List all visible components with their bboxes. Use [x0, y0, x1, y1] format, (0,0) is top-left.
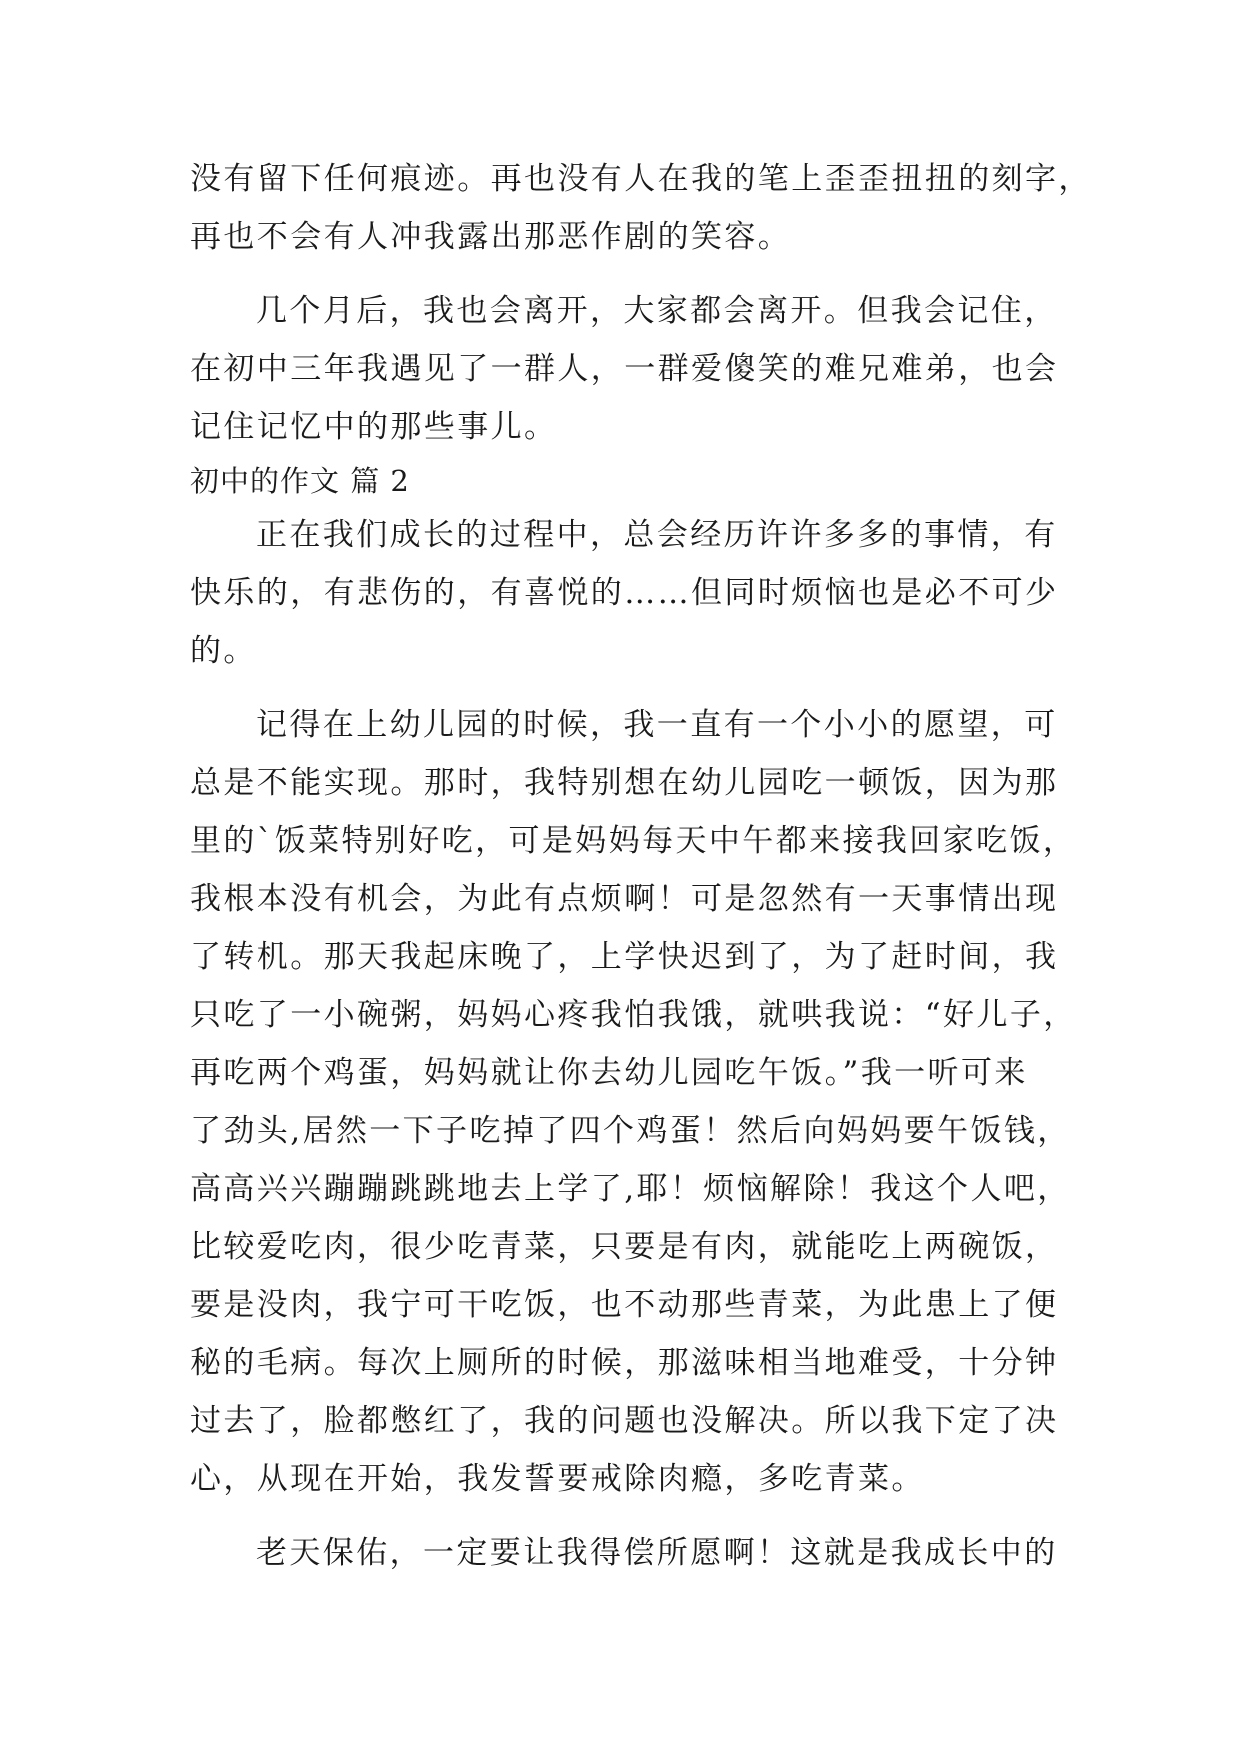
- paragraph: [190, 282, 1070, 456]
- paragraph: [190, 696, 1077, 1508]
- text-line: 记得在上幼儿园的时候，我一直有一个小小的愿望，可: [256, 707, 1058, 743]
- paragraph: [190, 150, 1092, 266]
- text-line: 总是不能实现。那时，我特别想在幼儿园吃一顿饭，因为那: [190, 765, 1059, 801]
- text-line: 要是没肉，我宁可干吃饭，也不动那些青菜，为此患上了便: [190, 1287, 1059, 1323]
- text-line: 里的`饭菜特别好吃，可是妈妈每天中午都来接我回家吃饭，: [190, 823, 1077, 859]
- text-line: 在初中三年我遇见了一群人，一群爱傻笑的难兄难弟，也会: [190, 351, 1059, 387]
- text-line: 过去了，脸都憋红了，我的问题也没解决。所以我下定了决: [190, 1403, 1059, 1439]
- text-line: 的。: [190, 633, 257, 669]
- paragraph-gap: [190, 1508, 1070, 1524]
- text-line: 快乐的，有悲伤的，有喜悦的……但同时烦恼也是必不可少: [190, 575, 1059, 611]
- text-line: 秘的毛病。每次上厕所的时候，那滋味相当地难受，十分钟: [190, 1345, 1059, 1381]
- text-line: 没有留下任何痕迹。再也没有人在我的笔上歪歪扭扭的刻字，: [190, 161, 1092, 197]
- paragraph: [190, 1524, 1070, 1582]
- paragraph: [190, 506, 1070, 680]
- text-line: 记住记忆中的那些事儿。: [190, 409, 558, 445]
- paragraph-gap: [190, 266, 1070, 282]
- text-line: 了转机。那天我起床晚了，上学快迟到了，为了赶时间，我: [190, 939, 1059, 975]
- section-title: 初中的作文 篇 2: [190, 464, 410, 498]
- text-line: 只吃了一小碗粥，妈妈心疼我怕我饿，就哄我说：“好儿子，: [190, 997, 1077, 1033]
- text-line: 再也不会有人冲我露出那恶作剧的笑容。: [190, 219, 792, 255]
- text-line: 心，从现在开始，我发誓要戒除肉瘾，多吃青菜。: [190, 1461, 925, 1497]
- text-line: 老天保佑，一定要让我得偿所愿啊！这就是我成长中的: [256, 1535, 1058, 1571]
- text-line: 几个月后，我也会离开，大家都会离开。但我会记住，: [256, 293, 1058, 329]
- text-line: 再吃两个鸡蛋，妈妈就让你去幼儿园吃午饭。”我一听可来: [190, 1055, 1028, 1091]
- text-line: 了劲头,居然一下子吃掉了四个鸡蛋！然后向妈妈要午饭钱，: [190, 1113, 1071, 1149]
- text-line: 比较爱吃肉，很少吃青菜，只要是有肉，就能吃上两碗饭，: [190, 1229, 1059, 1265]
- text-line: 正在我们成长的过程中，总会经历许许多多的事情，有: [256, 517, 1058, 553]
- text-line: 我根本没有机会，为此有点烦啊！可是忽然有一天事情出现: [190, 881, 1059, 917]
- paragraph-gap: [190, 680, 1070, 696]
- text-line: 高高兴兴蹦蹦跳跳地去上学了,耶！烦恼解除！我这个人吧，: [190, 1171, 1071, 1207]
- document-body: [190, 150, 1092, 1582]
